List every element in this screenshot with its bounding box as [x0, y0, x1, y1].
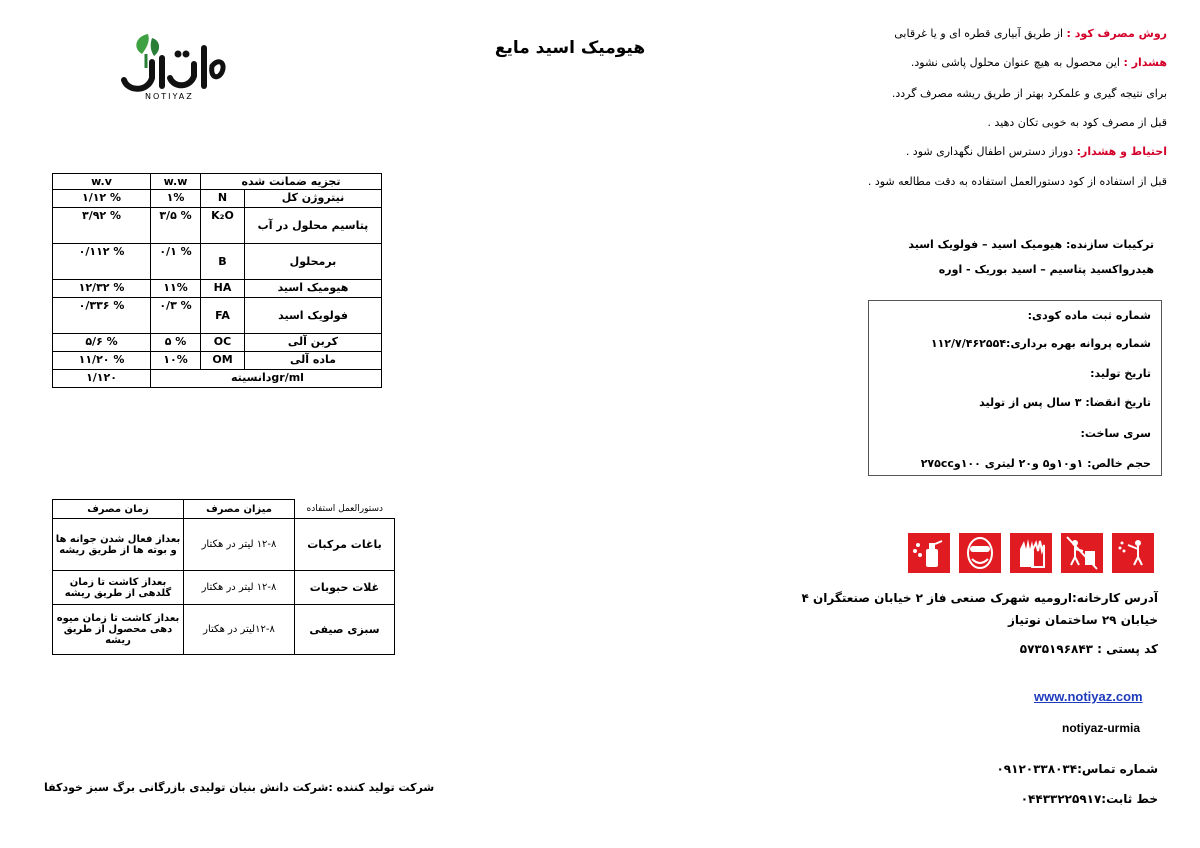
table-row	[53, 280, 382, 298]
header-analysis: تجزیه ضمانت شده	[201, 174, 382, 190]
cell-name: نیتروژن کل	[245, 190, 382, 208]
cell-name: ماده آلی	[245, 352, 382, 370]
cell-ww: ۱۰%	[151, 352, 201, 370]
cell-wv: ۱۱/۲۰ %	[53, 352, 151, 370]
header-time: زمان مصرف	[53, 500, 184, 519]
cell-crop: باغات مرکبات	[295, 519, 395, 571]
table-row	[53, 605, 395, 655]
cell-ww: ۱۱%	[151, 280, 201, 298]
instagram-handle: notiyaz-urmia	[1062, 721, 1141, 735]
cell-wv: ۰/۱۱۲ %	[53, 244, 151, 280]
table-row	[53, 244, 382, 280]
gloves-icon	[1010, 533, 1052, 573]
table-row	[53, 334, 382, 352]
cell-ww: ۵ %	[151, 334, 201, 352]
cell-time: بعداز فعال شدن جوانه ها و بوته ها از طریق ریشه	[53, 519, 184, 571]
cell-symbol: HA	[201, 280, 245, 298]
density-value: ۱/۱۲۰	[53, 370, 151, 388]
cell-wv: ۱۲/۳۲ %	[53, 280, 151, 298]
spray-hazard-icon	[908, 533, 950, 573]
table-row	[53, 190, 382, 208]
analysis-header-row	[53, 174, 382, 190]
face-mask-icon	[959, 533, 1001, 573]
usage-method-text: از طریق آبیاری قطره ای و یا غرقابی	[894, 27, 1067, 40]
table-row	[53, 298, 382, 334]
cell-symbol: B	[201, 244, 245, 280]
cell-name: برمحلول	[245, 244, 382, 280]
header-wv: w.v	[53, 174, 151, 190]
guaranteed-analysis-table	[52, 173, 382, 388]
density-label: دانسیتهgr/ml	[151, 370, 382, 388]
phone-number: شماره تماس:۰۹۱۲۰۳۳۸۰۳۴	[996, 762, 1158, 776]
operating-license: شماره پروانه بهره برداری:۱۱۲/۷/۴۶۲۵۵۴	[930, 337, 1151, 350]
cell-crop: غلات حبوبات	[295, 571, 395, 605]
cell-symbol: OC	[201, 334, 245, 352]
cell-wv: ۱/۱۲ %	[53, 190, 151, 208]
cell-symbol: K₂O	[201, 208, 245, 244]
usage-method-label: روش مصرف کود :	[1066, 27, 1167, 40]
product-title: هیومیک اسید مایع	[494, 38, 646, 58]
cell-ww: ۳/۵ %	[151, 208, 201, 244]
tip-line-3: قبل از استفاده از کود دستورالعمل استفاده به دقت مطالعه شود .	[867, 175, 1167, 188]
table-row	[53, 571, 395, 605]
tip-line-2: قبل از مصرف کود به خوبی تکان دهید .	[987, 116, 1167, 129]
caution-line	[906, 145, 1167, 158]
header-ww: w.w	[151, 174, 201, 190]
no-litter-icon	[1061, 533, 1103, 573]
cell-symbol: FA	[201, 298, 245, 334]
tip-line-1: برای نتیجه گیری و علمکرد بهتر از طریق ریشه مصرف گردد.	[891, 87, 1167, 100]
postal-code: کد پستی : ۵۷۳۵۱۹۶۸۴۳	[1019, 642, 1158, 656]
warning-line	[911, 56, 1167, 69]
production-date: تاریخ تولید:	[1090, 367, 1151, 380]
cell-ww: ۰/۱ %	[151, 244, 201, 280]
density-row	[53, 370, 382, 388]
table-row	[53, 208, 382, 244]
net-volume: حجم خالص: ۱و۱۰و۵ و۲۰ لیتری ۱۰۰و۲۷۵cc	[920, 457, 1151, 470]
no-spraying-icon	[1112, 533, 1154, 573]
ingredients-line-1: ترکیبات سازنده: هیومیک اسید – فولویک اسید	[908, 238, 1154, 251]
expiry-date: تاریخ انقضا: ۳ سال پس از تولید	[979, 396, 1151, 409]
cell-ww: ۱%	[151, 190, 201, 208]
usage-instructions-table	[52, 499, 395, 655]
cell-amount: ۱۲-۸لیتر در هکتار	[184, 605, 295, 655]
registration-box	[868, 300, 1162, 476]
batch-number: سری ساخت:	[1080, 427, 1151, 440]
factory-address-line-1: آدرس کارخانه:ارومیه شهرک صنعی فاز ۲ خیابان صنعتگران ۴	[801, 591, 1158, 605]
table-row	[53, 352, 382, 370]
cell-time: بعداز کاشت تا زمان گلدهی از طریق ریشه	[53, 571, 184, 605]
cell-symbol: OM	[201, 352, 245, 370]
cell-ww: ۰/۳ %	[151, 298, 201, 334]
usage-header-row	[53, 500, 395, 519]
cell-wv: ۵/۶ %	[53, 334, 151, 352]
table-row	[53, 519, 395, 571]
cell-amount: ۱۲-۸ لیتر در هکتار	[184, 571, 295, 605]
header-amount: میزان مصرف	[184, 500, 295, 519]
cell-name: هیومیک اسید	[245, 280, 382, 298]
cell-symbol: N	[201, 190, 245, 208]
landline-number: خط ثابت:۰۴۴۳۳۲۲۵۹۱۷	[1020, 792, 1158, 806]
header-instructions: دستورالعمل استفاده	[306, 503, 383, 514]
cell-amount: ۱۲-۸ لیتر در هکتار	[184, 519, 295, 571]
cell-crop: سبزی صیفی	[295, 605, 395, 655]
cell-time: بعداز کاشت تا زمان میوه دهی محصول از طریق ریشه	[53, 605, 184, 655]
cell-name: کربن آلی	[245, 334, 382, 352]
producer-company: شرکت تولید کننده :شرکت دانش بنیان تولیدی بازرگانی برگ سبز خودکفا	[44, 781, 435, 794]
caution-label: احتیاط و هشدار:	[1076, 145, 1167, 158]
website-link[interactable]: www.notiyaz.com	[1034, 689, 1143, 704]
logo-latin-text: NOTIYAZ	[145, 92, 194, 101]
cell-name: فولویک اسید	[245, 298, 382, 334]
usage-method-line	[894, 27, 1167, 40]
cell-wv: ۰/۳۳۶ %	[53, 298, 151, 334]
registration-number: شماره ثبت ماده کودی:	[1027, 309, 1151, 322]
cell-name: پتاسیم محلول در آب	[245, 208, 382, 244]
caution-text: دوراز دسترس اطفال نگهداری شود .	[905, 145, 1077, 158]
warning-label: هشدار :	[1123, 56, 1167, 69]
cell-wv: ۳/۹۲ %	[53, 208, 151, 244]
factory-address-line-2: خیابان ۲۹ ساختمان نوتیاز	[1008, 613, 1158, 627]
warning-text: این محصول به هیچ عنوان محلول پاشی نشود.	[910, 56, 1124, 69]
ingredients-line-2: هیدرواکسید پتاسیم – اسید بوریک - اوره	[938, 263, 1154, 276]
